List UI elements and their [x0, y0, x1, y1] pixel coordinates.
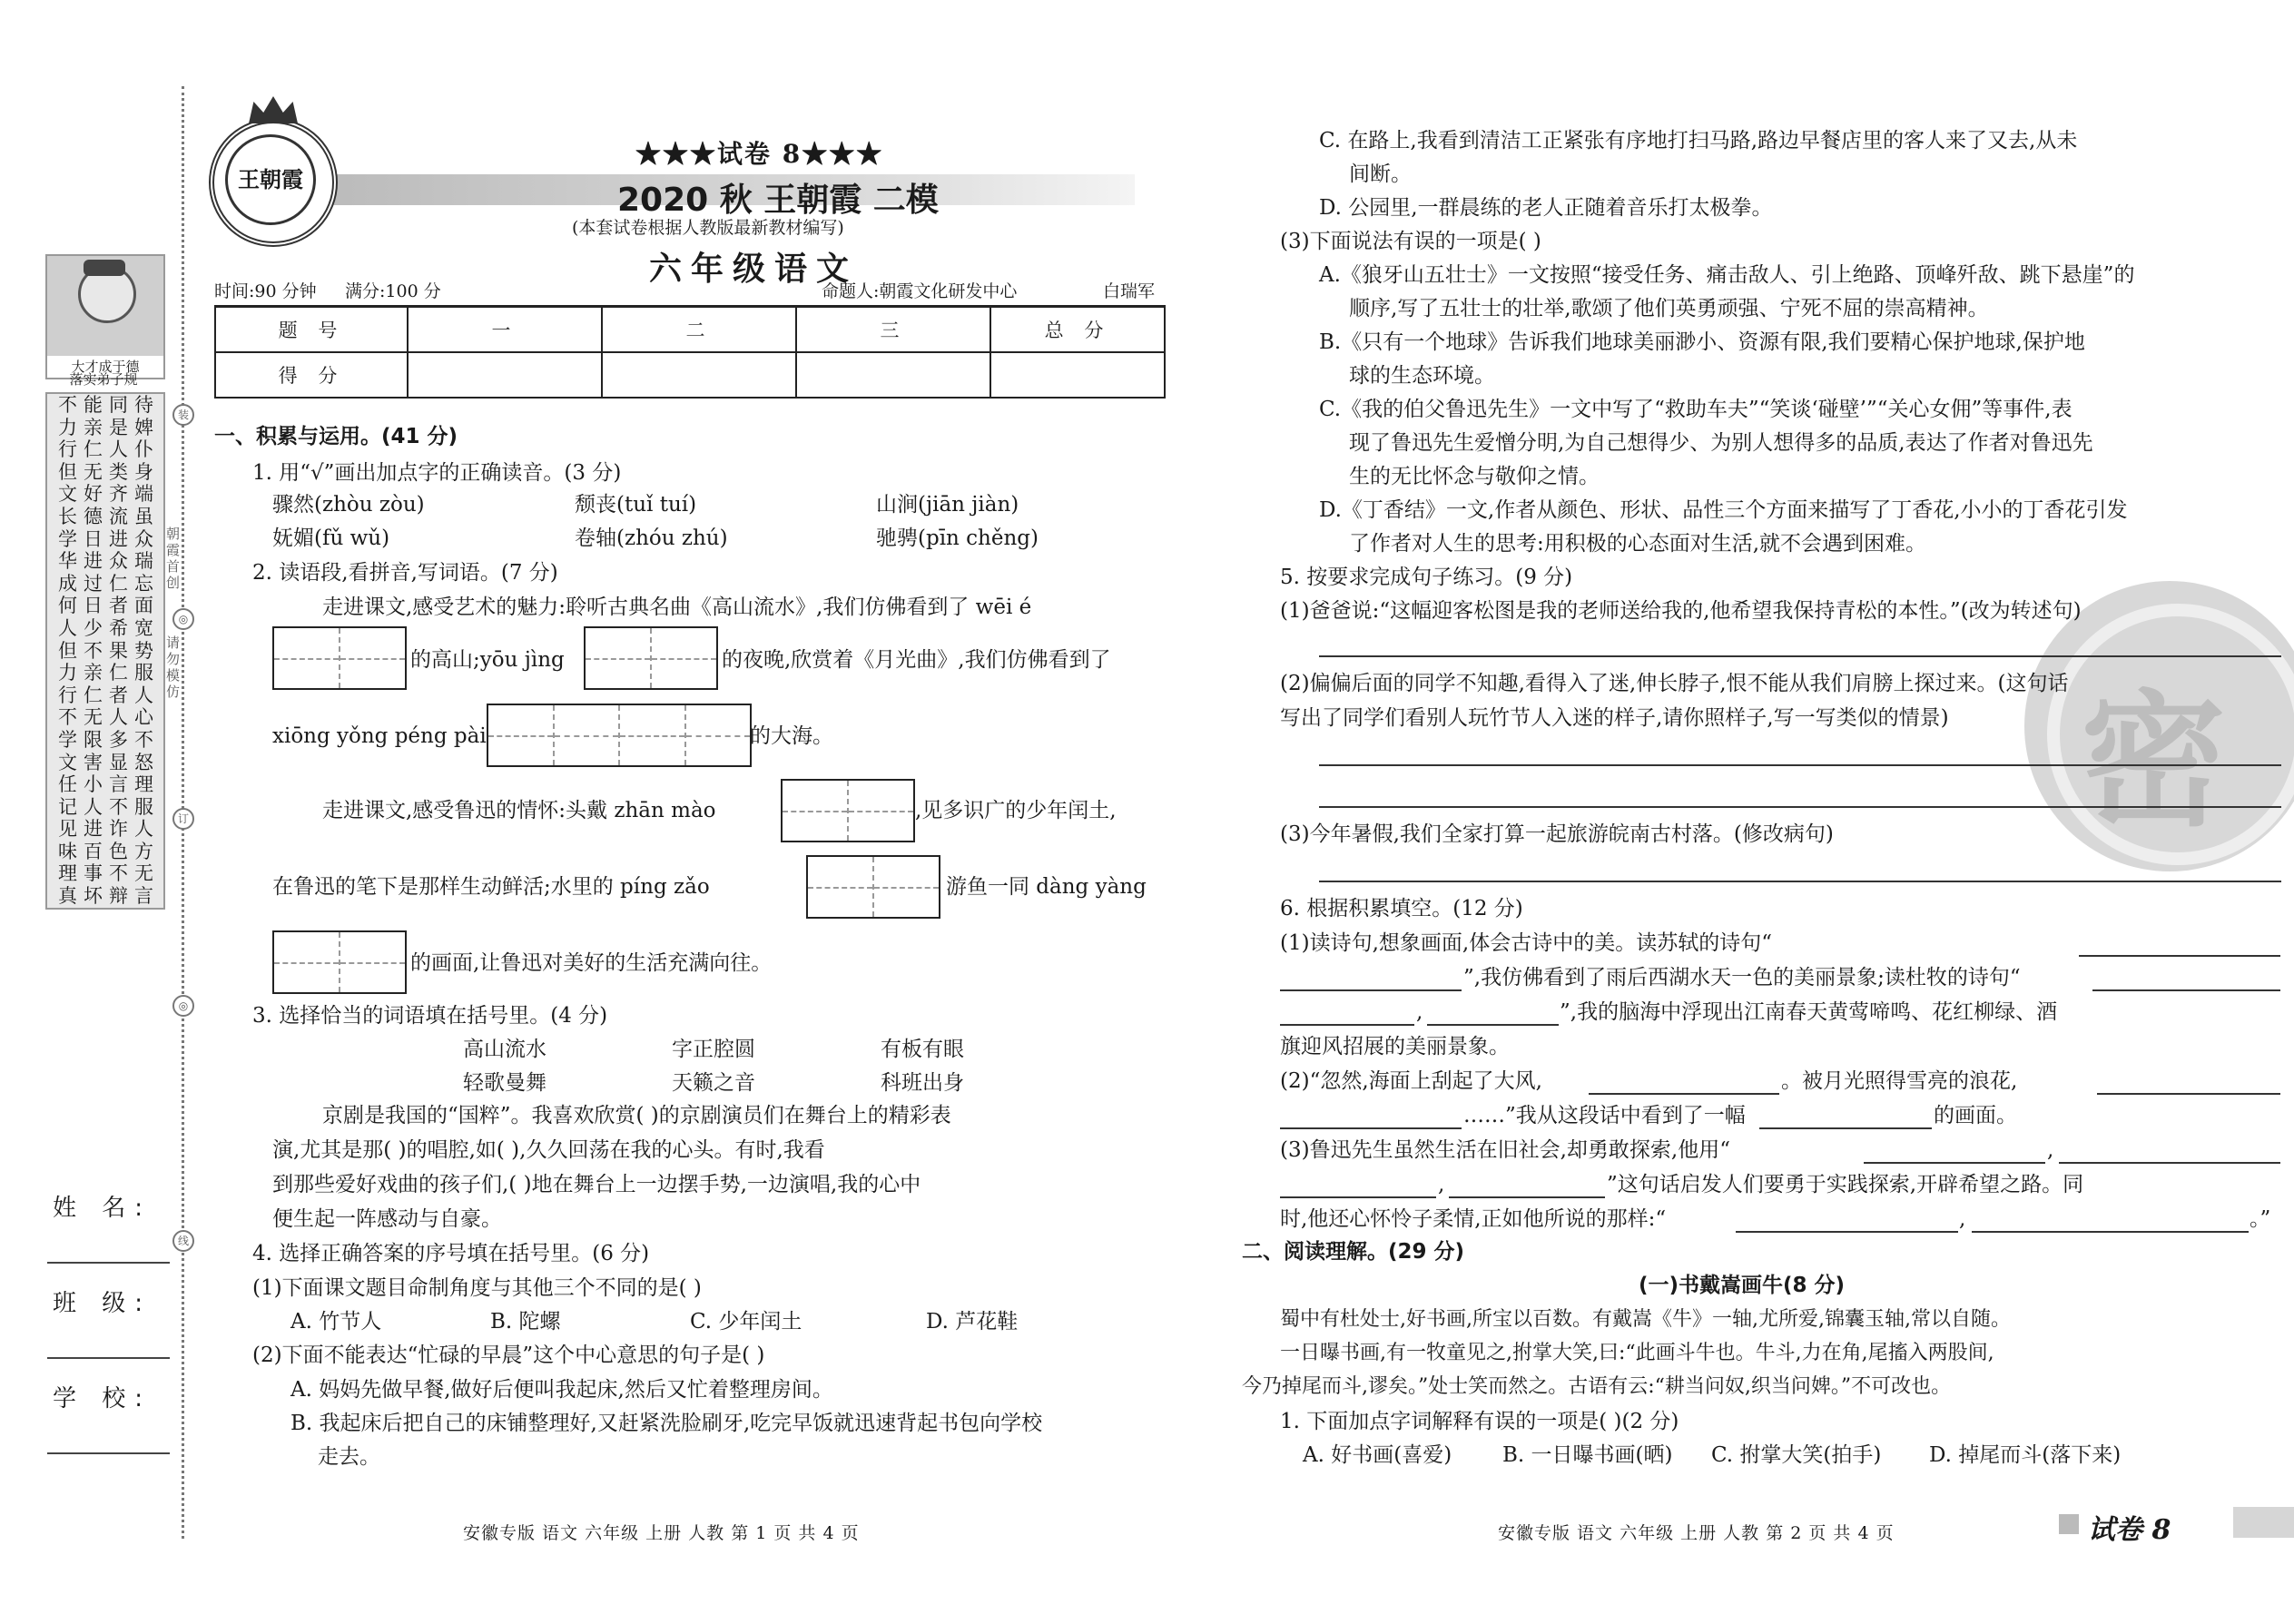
badge-square-icon [2059, 1514, 2079, 1534]
q2-line: 走进课文,感受艺术的魅力:聆听古典名曲《高山流水》,我们仿佛看到了 wēi é [322, 595, 1032, 619]
score-table [214, 305, 1166, 399]
rq1-option[interactable]: D. 掉尾而斗(落下来) [1929, 1443, 2122, 1467]
q4-3-option-cont: 现了鲁迅先生爱憎分明,为自己想得少、为别人想得多的品质,表达了作者对鲁迅先 [1349, 431, 2093, 455]
q1-item[interactable]: 山涧(jiān jiàn) [876, 493, 1019, 517]
q2-line: 的画面,让鲁迅对美好的生活充满向往。 [410, 951, 773, 975]
q1-item[interactable]: 颓丧(tuǐ tuí) [575, 493, 697, 517]
badge-bar [2233, 1507, 2294, 1538]
q5-sub-2-cont: 写出了同学们看别人玩竹节人入迷的样子,请你照样子,写一写类似的情景) [1280, 706, 1949, 730]
q2-line: 的夜晚,欣赏着《月光曲》,我们仿佛看到了 [722, 648, 1111, 672]
reading-question-1: 1. 下面加点字词解释有误的一项是( )(2 分) [1280, 1410, 1679, 1433]
q6-close-quote: 。” [2250, 1207, 2271, 1231]
question-3: 3. 选择恰当的词语填在括号里。(4 分) [252, 1004, 608, 1028]
tianzige-grid[interactable] [272, 930, 407, 994]
score-cell[interactable] [602, 352, 796, 398]
q6-comma: , [1416, 1000, 1423, 1024]
page-footer: 安徽专版 语文 六年级 上册 人教 第 2 页 共 4 页 [1498, 1523, 1895, 1543]
q6-comma: , [1438, 1173, 1445, 1196]
tianzige-grid[interactable] [487, 704, 752, 767]
motto-line: 人少希宽 [58, 616, 160, 639]
section-1-heading: 一、积累与运用。(41 分) [214, 425, 458, 448]
q4-3-option-cont: 顺序,写了五壮士的壮举,歌颂了他们英勇顽强、宁死不屈的崇高精神。 [1349, 297, 1989, 320]
motto-line: 真坏辩言 [58, 885, 160, 908]
rq1-option[interactable]: B. 一日曝书画(晒) [1502, 1443, 1673, 1467]
q4-3-option[interactable]: B.《只有一个地球》告诉我们地球美丽渺小、资源有限,我们要精心保护地球,保护地 [1319, 330, 2085, 354]
binding-mark-xian: 线 [172, 1230, 194, 1252]
question-6: 6. 根据积累填空。(12 分) [1280, 897, 1523, 920]
motto-line: 力亲仁服 [58, 662, 160, 684]
tianzige-grid[interactable] [806, 855, 940, 919]
fill-blank[interactable] [1280, 989, 1462, 991]
q3-word: 有板有眼 [881, 1038, 964, 1061]
logo-text: 王朝霞 [225, 134, 316, 225]
q6-sub-2-cont: 的画面。 [1934, 1104, 2017, 1127]
q2-line: 的高山;yōu jìng [410, 648, 565, 672]
motto-line: 任小言理 [58, 773, 160, 796]
question-5: 5. 按要求完成句子练习。(9 分) [1280, 566, 1573, 589]
school-label: 学 校: [53, 1385, 153, 1412]
q4-1-option[interactable]: B. 陀螺 [490, 1310, 561, 1334]
motto-line: 不无人心 [58, 706, 160, 729]
time-limit: 时间:90 分钟 [214, 281, 317, 301]
binding-circle-icon: ◎ [172, 608, 194, 630]
fill-blank[interactable] [1280, 1196, 1436, 1198]
q2-pinyin: xiōng yǒng péng pài [272, 724, 487, 748]
answer-line[interactable] [1319, 655, 2281, 657]
q4-2-option-cont: 间断。 [1349, 162, 1412, 186]
motto-line: 力亲是婢 [58, 416, 160, 438]
q4-1-option[interactable]: C. 少年闰土 [690, 1310, 802, 1334]
subject-title: 六年级语文 [649, 250, 859, 288]
q4-1-option[interactable]: D. 芦花鞋 [926, 1310, 1019, 1334]
fill-blank[interactable] [2092, 989, 2280, 991]
rq1-option[interactable]: C. 拊掌大笑(拍手) [1711, 1443, 1882, 1467]
binding-circle-icon: ◎ [172, 995, 194, 1017]
q1-item[interactable]: 驰骋(pīn chěng) [876, 527, 1039, 550]
q3-word: 天籁之音 [672, 1071, 755, 1095]
fill-blank[interactable] [1759, 1127, 1932, 1129]
q3-passage: 演,尤其是那( )的唱腔,如( ),久久回荡在我的心头。有时,我看 [272, 1138, 825, 1162]
scholar-hat-icon [84, 260, 125, 276]
score-cell[interactable] [990, 352, 1165, 398]
q5-sub-3: (3)今年暑假,我们全家打算一起旅游皖南古村落。(修改病句) [1280, 822, 1834, 846]
q4-1-option[interactable]: A. 竹节人 [290, 1310, 382, 1334]
score-header-cell: 一 [408, 307, 602, 353]
reading-passage: 一日曝书画,有一牧童见之,拊掌大笑,曰:“此画斗牛也。牛斗,力在角,尾搐入两股间, [1280, 1342, 1994, 1364]
answer-line[interactable] [1319, 881, 2281, 882]
reading-passage: 蜀中有杜处士,好书画,所宝以百数。有戴嵩《牛》一轴,尤所爱,锦囊玉轴,常以自随。 [1280, 1308, 2011, 1331]
q1-item[interactable]: 骤然(zhòu zòu) [272, 493, 425, 517]
q6-sub-1: (1)读诗句,想象画面,体会古诗中的美。读苏轼的诗句“ [1280, 931, 1772, 955]
q4-sub-3: (3)下面说法有误的一项是( ) [1280, 230, 1541, 253]
author: 命题人:朝霞文化研发中心 [822, 281, 1018, 301]
exam-title: 2020 秋 王朝霞 二模 [617, 182, 939, 219]
score-row-label: 得 分 [215, 352, 408, 398]
q4-2-option-cont: 走去。 [318, 1445, 380, 1469]
q4-sub-2: (2)下面不能表达“忙碌的早晨”这个中心意思的句子是( ) [252, 1343, 765, 1367]
score-header-cell: 三 [796, 307, 990, 353]
reading-title: (一)书戴嵩画牛(8 分) [1639, 1274, 1846, 1297]
watermark-text: 密 [2081, 675, 2227, 846]
q1-item[interactable]: 卷轴(zhóu zhú) [575, 527, 728, 550]
paper-badge: 试卷 8 [2088, 1514, 2171, 1546]
score-header-cell: 二 [602, 307, 796, 353]
score-header-cell: 总 分 [990, 307, 1165, 353]
class-label: 班 级: [53, 1290, 153, 1317]
q3-passage: 京剧是我国的“国粹”。我喜欢欣赏( )的京剧演员们在舞台上的精彩表 [322, 1104, 951, 1127]
q6-sub-3-cont: ”这句话启发人们要勇于实践探索,开辟希望之路。同 [1607, 1173, 2084, 1196]
q4-2-option[interactable]: A. 妈妈先做早餐,做好后便叫我起床,然后又忙着整理房间。 [290, 1378, 833, 1402]
q1-item[interactable]: 妩媚(fǔ wǔ) [272, 527, 390, 550]
tianzige-grid[interactable] [272, 626, 407, 690]
motto-line: 记人不服 [58, 795, 160, 818]
fill-blank[interactable] [1280, 1024, 1414, 1026]
q4-3-option[interactable]: A.《狼牙山五壮士》一文按照“接受任务、痛击敌人、引上绝路、顶峰歼敌、跳下悬崖”的 [1319, 263, 2135, 287]
fill-blank[interactable] [2097, 1093, 2280, 1095]
page-footer: 安徽专版 语文 六年级 上册 人教 第 1 页 共 4 页 [463, 1523, 860, 1543]
q2-line: 的大海。 [750, 724, 833, 748]
vertical-note-1: 朝霞首创 [164, 527, 181, 592]
motto-line: 理事不无 [58, 862, 160, 885]
q6-sub-2: (2)“忽然,海面上刮起了大风, [1280, 1069, 1542, 1093]
fill-blank[interactable] [1736, 1231, 1958, 1233]
q3-passage: 到那些爱好戏曲的孩子们,( )地在舞台上一边摆手势,一边演唱,我的心中 [272, 1173, 921, 1196]
class-field[interactable] [47, 1357, 170, 1359]
fill-blank[interactable] [1589, 1093, 1779, 1095]
motto-line: 何日者面 [58, 595, 160, 617]
q5-sub-1: (1)爸爸说:“这幅迎客松图是我的老师送给我的,他希望我保持青松的本性。”(改为转述句) [1280, 599, 2082, 623]
q4-3-option-cont: 生的无比怀念与敬仰之情。 [1349, 465, 1600, 488]
motto-line: 长德流虽 [58, 505, 160, 527]
tianzige-grid[interactable] [781, 779, 915, 842]
motto-line: 行仁人仆 [58, 438, 160, 461]
motto-line: 但无类身 [58, 460, 160, 483]
rq1-option[interactable]: A. 好书画(喜爱) [1303, 1443, 1452, 1467]
q3-word: 字正腔圆 [672, 1038, 755, 1061]
q2-line: 游鱼一同 dàng yàng [946, 875, 1147, 899]
motto-top: 大才成于德 [71, 359, 140, 375]
q4-sub-1: (1)下面课文题目命制角度与其他三个不同的是( ) [252, 1276, 702, 1300]
q2-line: 走进课文,感受鲁迅的情怀:头戴 zhān mào [322, 799, 716, 822]
motto-line: 学日进众 [58, 527, 160, 550]
crown-icon [249, 96, 298, 123]
reading-passage: 今乃掉尾而斗,谬矣。”处士笑而然之。古语有云:“耕当问奴,织当问婢。”不可改也。 [1242, 1375, 1952, 1398]
binding-mark-ding: 订 [172, 808, 194, 830]
motto-line: 见进诈人 [58, 818, 160, 841]
motto-line: 味百色方 [58, 840, 160, 862]
question-4: 4. 选择正确答案的序号填在括号里。(6 分) [252, 1242, 650, 1265]
score-header-cell: 题 号 [215, 307, 408, 353]
q6-sub-1-cont: ”,我的脑海中浮现出江南春天黄莺啼鸣、花红柳绿、酒 [1560, 1000, 2058, 1024]
fill-blank[interactable] [1972, 1231, 2249, 1233]
q6-sub-1-cont: 旗迎风招展的美丽景象。 [1280, 1035, 1510, 1058]
q4-3-option-cont: 了作者对人生的思考:用积极的心态面对生活,就不会遇到困难。 [1349, 532, 1927, 556]
answer-line[interactable] [1319, 764, 2281, 766]
motto-line: 华进众瑞 [58, 550, 160, 573]
tianzige-grid[interactable] [584, 626, 718, 690]
fill-blank[interactable] [1864, 1162, 2045, 1164]
question-1: 1. 用“√”画出加点字的正确读音。(3 分) [252, 461, 622, 485]
q6-sub-1-cont: ”,我仿佛看到了雨后西湖水天一色的美丽景象;读杜牧的诗句“ [1463, 966, 2021, 989]
fill-blank[interactable] [1280, 1127, 1462, 1129]
motto-line: 文害显怒 [58, 751, 160, 773]
name-field[interactable] [47, 1262, 170, 1264]
brand-logo [209, 118, 338, 247]
exam-subtitle: (本套试卷根据人教版最新教材编写) [572, 218, 844, 238]
right-page [1180, 0, 2294, 1624]
answer-line[interactable] [1319, 806, 2281, 808]
score-cell[interactable] [796, 352, 990, 398]
q6-comma: , [2047, 1138, 2054, 1162]
binding-mark-zhuang: 装 [172, 404, 194, 426]
q5-sub-2: (2)偏偏后面的同学不知趣,看得入了迷,伸长脖子,恨不能从我们肩膀上探过来。(这句话 [1280, 672, 2069, 695]
school-field[interactable] [47, 1452, 170, 1454]
fill-blank[interactable] [2079, 955, 2280, 957]
motto-line: 文好齐端 [58, 483, 160, 506]
q4-3-option[interactable]: D.《丁香结》一文,作者从颜色、形状、品性三个方面来描写了丁香花,小小的丁香花引发 [1319, 498, 2128, 522]
section-2-heading: 二、阅读理解。(29 分) [1242, 1240, 1465, 1264]
full-score: 满分:100 分 [345, 281, 441, 301]
question-2: 2. 读语段,看拼音,写词语。(7 分) [252, 561, 558, 585]
q3-word: 高山流水 [463, 1038, 546, 1061]
q3-word: 科班出身 [881, 1071, 964, 1095]
q6-comma: , [1959, 1207, 1966, 1231]
q6-sub-3-cont: 时,他还心怀怜子柔情,正如他所说的那样:“ [1280, 1207, 1667, 1231]
paper-number: ★★★试卷 8★★★ [635, 139, 884, 169]
q4-2-option[interactable]: D. 公园里,一群晨练的老人正随着音乐打太极拳。 [1319, 196, 1773, 220]
q6-sub-2-cont: 。被月光照得雪亮的浪花, [1781, 1069, 2018, 1093]
q2-line: 在鲁迅的笔下是那样生动鲜活;水里的 píng zǎo [272, 875, 710, 899]
motto-list [45, 392, 165, 910]
vertical-note-2: 请勿模仿 [164, 635, 181, 701]
motto-line: 学限多不 [58, 728, 160, 751]
motto-line: 不能同待 [58, 394, 160, 416]
q4-2-option[interactable]: C. 在路上,我看到清洁工正紧张有序地打扫马路,路边早餐店里的客人来了又去,从未 [1319, 129, 2078, 153]
q4-3-option[interactable]: C.《我的伯父鲁迅先生》一文中写了“救助车夫”“笑谈‘碰壁’”“关心女佣”等事件,表 [1319, 398, 2072, 421]
motto-line: 成过仁忘 [58, 572, 160, 595]
author-name: 白瑞军 [1103, 281, 1156, 301]
q4-3-option-cont: 球的生态环境。 [1349, 364, 1495, 388]
fill-blank[interactable] [2059, 1162, 2280, 1164]
q6-sub-2-cont: ……”我从这段话中看到了一幅 [1463, 1104, 1746, 1127]
fill-blank[interactable] [1427, 1024, 1559, 1026]
score-cell[interactable] [408, 352, 602, 398]
q3-passage: 便生起一阵感动与自豪。 [272, 1207, 502, 1231]
motto-bottom: 落实弟子规 [69, 371, 138, 388]
motto-line: 但不果势 [58, 639, 160, 662]
fill-blank[interactable] [1449, 1196, 1605, 1198]
q2-line: ,见多识广的少年闰土, [915, 799, 1117, 822]
q3-word: 轻歌曼舞 [463, 1071, 546, 1095]
name-label: 姓 名: [53, 1195, 153, 1222]
motto-line: 行仁者人 [58, 684, 160, 706]
q4-2-option[interactable]: B. 我起床后把自己的床铺整理好,又赶紧洗脸刷牙,吃完早饭就迅速背起书包向学校 [290, 1412, 1043, 1435]
q6-sub-3: (3)鲁迅先生虽然生活在旧社会,却勇敢探索,他用“ [1280, 1138, 1730, 1162]
